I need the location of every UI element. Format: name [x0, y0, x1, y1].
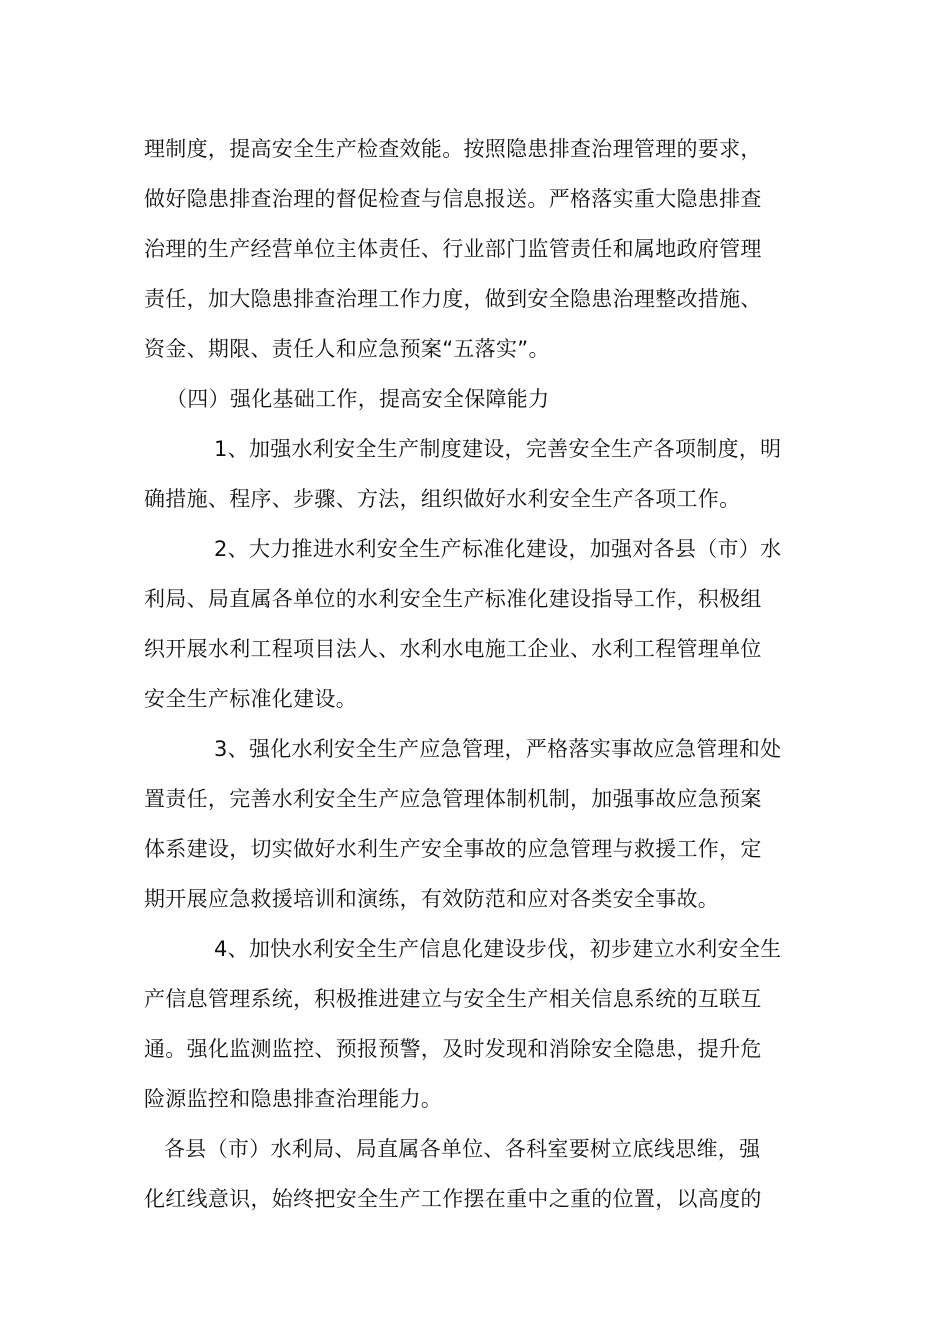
paragraph-first-line: 3、强化水利安全生产应急管理，严格落实事故应急管理和处	[214, 737, 782, 761]
text-line: 确措施、程序、步骤、方法，组织做好水利安全生产各项工作。	[144, 487, 741, 511]
text-line: 理制度，提高安全生产检查效能。按照隐患排查治理管理的要求，	[144, 137, 762, 161]
text-line: 产信息管理系统，积极推进建立与安全生产相关信息系统的互联互	[144, 987, 762, 1011]
text-line: 体系建设，切实做好水利生产安全事故的应急管理与救援工作，定	[144, 837, 762, 861]
paragraph-first-line: 4、加快水利安全生产信息化建设步伐，初步建立水利安全生	[214, 937, 782, 961]
text-line: 利局、局直属各单位的水利安全生产标准化建设指导工作，积极组	[144, 587, 762, 611]
paragraph-first-line: 各县（市）水利局、局直属各单位、各科室要树立底线思维，强	[164, 1137, 761, 1161]
text-line: 治理的生产经营单位主体责任、行业部门监管责任和属地政府管理	[144, 237, 762, 261]
section-heading: （四）强化基础工作，提高安全保障能力	[166, 387, 550, 411]
text-line: 做好隐患排查治理的督促检查与信息报送。严格落实重大隐患排查	[144, 187, 762, 211]
text-line: 安全生产标准化建设。	[144, 687, 357, 711]
paragraph-first-line: 2、大力推进水利安全生产标准化建设，加强对各县（市）水	[214, 537, 782, 561]
text-line: 织开展水利工程项目法人、水利水电施工企业、水利工程管理单位	[144, 637, 762, 661]
paragraph-first-line: 1、加强水利安全生产制度建设，完善安全生产各项制度，明	[214, 437, 782, 461]
text-line: 期开展应急救援培训和演练，有效防范和应对各类安全事故。	[144, 887, 720, 911]
text-line: 责任，加大隐患排查治理工作力度，做到安全隐患治理整改措施、	[144, 287, 762, 311]
text-line: 置责任，完善水利安全生产应急管理体制机制，加强事故应急预案	[144, 787, 762, 811]
text-line: 资金、期限、责任人和应急预案“五落实”。	[144, 337, 550, 361]
text-line: 通。强化监测监控、预报预警，及时发现和消除安全隐患，提升危	[144, 1037, 762, 1061]
text-line: 险源监控和隐患排查治理能力。	[144, 1087, 443, 1111]
text-line: 化红线意识，始终把安全生产工作摆在重中之重的位置，以高度的	[144, 1187, 762, 1211]
